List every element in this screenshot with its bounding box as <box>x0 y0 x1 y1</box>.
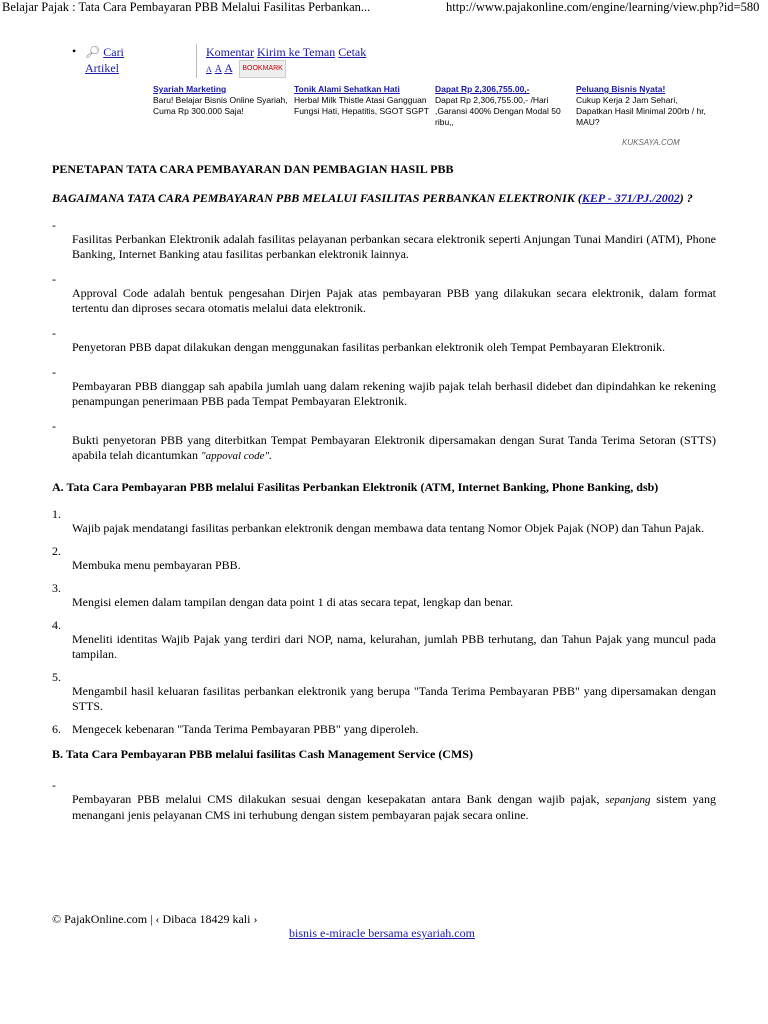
step-number: 5. <box>52 670 61 684</box>
ad-title[interactable]: Peluang Bisnis Nyata! <box>576 84 666 94</box>
cms-text-pre: Pembayaran PBB melalui CMS dilakukan sesuai dengan kesepakatan antara Bank dengan wajib pajak, <box>72 792 606 806</box>
definition-item <box>52 419 716 464</box>
definition-item <box>52 365 716 409</box>
cms-text <box>72 792 716 823</box>
ad-title[interactable]: Dapat Rp 2,306,755.00,- <box>435 84 530 94</box>
step-text: Mengambil hasil keluaran fasilitas perbankan elektronik yang berupa "Tanda Terima Pembayaran PBB" yang dipersamakan dengan STTS. <box>72 684 716 713</box>
cms-item <box>52 778 716 823</box>
ad-block[interactable] <box>435 84 573 128</box>
page-url: http://www.pajakonline.com/engine/learning/view.php?id=580 <box>446 0 760 14</box>
dash-marker: - <box>52 365 56 379</box>
step-item <box>52 507 716 536</box>
ad-text: Herbal Milk Thistle Atasi Gangguan Fungsi Hati, Hepatitis, SGOT SGPT <box>294 95 429 116</box>
bookmark-button[interactable] <box>239 60 285 78</box>
cms-text-post: sistem yang menangani jenis pelayanan CMS ini terhubung dengan sistem pembayaran pajak secara online. <box>72 792 716 822</box>
search-article[interactable] <box>85 44 151 76</box>
bullet-icon: • <box>72 44 77 58</box>
definition-item <box>52 272 716 316</box>
definition-text: Pembayaran PBB dianggap sah apabila jumlah uang dalam rekening wajib pajak telah berhasil didebet dan dipindahkan ke rekening penampungan penerimaan PBB pada Tempat Pembayaran Elektronik. <box>72 379 716 408</box>
dash-marker: - <box>52 218 56 232</box>
step-text: Membuka menu pembayaran PBB. <box>72 558 241 572</box>
step-item <box>52 618 716 662</box>
ad-block[interactable] <box>153 84 291 117</box>
article-heading: PENETAPAN TATA CARA PEMBAYARAN DAN PEMBAGIAN HASIL PBB <box>52 162 454 176</box>
send-to-friend-link[interactable]: Kirim ke Teman <box>256 45 336 59</box>
approval-code-quote: "appoval code". <box>200 450 272 462</box>
font-small-link[interactable]: A <box>206 65 212 74</box>
page-title: Belajar Pajak : Tata Cara Pembayaran PBB Melalui Fasilitas Perbankan... <box>2 0 371 14</box>
search-article-link[interactable]: Cari Artikel <box>85 45 124 75</box>
definition-text: Approval Code adalah bentuk pengesahan Dirjen Pajak atas pembayaran PBB yang dilakukan secara elektronik, dalam format tertentu dan diproses secara otomatis melalui data elektronik. <box>72 286 716 315</box>
step-item <box>52 722 716 737</box>
step-number: 3. <box>52 581 61 595</box>
ad-block[interactable] <box>576 84 710 128</box>
comment-link[interactable]: Komentar <box>206 45 254 59</box>
definition-item <box>52 326 716 355</box>
step-text: Mengisi elemen dalam tampilan dengan data point 1 di atas secara tepat, lengkap dan benar. <box>72 595 514 609</box>
article-toolbar <box>206 44 366 78</box>
question-end: ) ? <box>679 191 693 205</box>
bookmark-label: BOOKMARK <box>242 65 283 73</box>
article-question <box>52 191 716 206</box>
ad-title[interactable]: Syariah Marketing <box>153 84 227 94</box>
print-link[interactable]: Cetak <box>338 45 367 59</box>
step-text: Meneliti identitas Wajib Pajak yang terdiri dari NOP, nama, kelurahan, jumlah PBB terhutang, dan Tahun Pajak yang muncul pada tampilan. <box>72 632 716 661</box>
font-medium-link[interactable]: A <box>214 64 223 75</box>
toolbar-divider <box>196 44 197 78</box>
definition-text: Penyetoran PBB dapat dilakukan dengan menggunakan fasilitas perbankan elektronik oleh Tempat Pembayaran Elektronik. <box>72 340 666 354</box>
step-item <box>52 670 716 714</box>
step-number: 6. <box>52 722 61 736</box>
ad-text: Cukup Kerja 2 Jam Sehari, Dapatkan Hasil Minimal 200rb / hr, MAU? <box>576 95 706 127</box>
definition-text-main: Bukti penyetoran PBB yang diterbitkan Tempat Pembayaran Elektronik dipersamakan dengan Surat Tanda Terima Setoran (STTS) apabila telah dicantumkan <box>72 433 716 462</box>
step-number: 1. <box>52 507 61 521</box>
ad-text: Dapat Rp 2,306,755.00,- /Hari ,Garansi 400% Dengan Modal 50 ribu,, <box>435 95 561 127</box>
question-text: BAGAIMANA TATA CARA PEMBAYARAN PBB MELALUI FASILITAS PERBANKAN ELEKTRONIK ( <box>52 191 582 205</box>
step-number: 4. <box>52 618 61 632</box>
dash-marker: - <box>52 419 56 433</box>
search-icon: 🔎︎ <box>85 45 101 59</box>
definition-text: Fasilitas Perbankan Elektronik adalah fasilitas pelayanan perbankan secara elektronik seperti Anjungan Tunai Mandiri (ATM), Phone Banking, Internet Banking atau fasilitas perbankan elektronik lainnya. <box>72 232 716 261</box>
step-text: Wajib pajak mendatangi fasilitas perbankan elektronik dengan membawa data tentang Nomor Objek Pajak (NOP) dan Tahun Pajak. <box>72 521 705 535</box>
regulation-link[interactable]: KEP - 371/PJ./2002 <box>581 191 680 205</box>
section-a-heading: A. Tata Cara Pembayaran PBB melalui Fasilitas Perbankan Elektronik (ATM, Internet Banking, Phone Banking, dsb) <box>52 480 659 494</box>
ad-title[interactable]: Tonik Alami Sehatkan Hati <box>294 84 400 94</box>
step-item <box>52 581 716 610</box>
step-text: Mengecek kebenaran "Tanda Terima Pembayaran PBB" yang diperoleh. <box>72 722 419 736</box>
font-large-link[interactable]: A <box>224 61 233 75</box>
dash-marker: - <box>52 272 56 286</box>
section-b-heading: B. Tata Cara Pembayaran PBB melalui fasilitas Cash Management Service (CMS) <box>52 747 473 761</box>
step-item <box>52 544 716 573</box>
ad-network-logo[interactable]: KUKSAYA.COM <box>622 138 680 147</box>
footer-link[interactable]: bisnis e-miracle bersama esyariah.com <box>289 926 475 940</box>
dash-marker: - <box>52 778 56 792</box>
footer-copyright: © PajakOnline.com | ‹ Dibaca 18429 kali › <box>52 912 258 926</box>
step-number: 2. <box>52 544 61 558</box>
article-content <box>52 162 716 829</box>
dash-marker: - <box>52 326 56 340</box>
ad-text: Baru! Belajar Bisnis Online Syariah, Cuma Rp 300.000 Saja! <box>153 95 288 116</box>
cms-italic: sepanjang <box>605 794 651 806</box>
definition-text <box>72 433 716 464</box>
definition-item <box>52 218 716 262</box>
ad-block[interactable] <box>294 84 432 117</box>
